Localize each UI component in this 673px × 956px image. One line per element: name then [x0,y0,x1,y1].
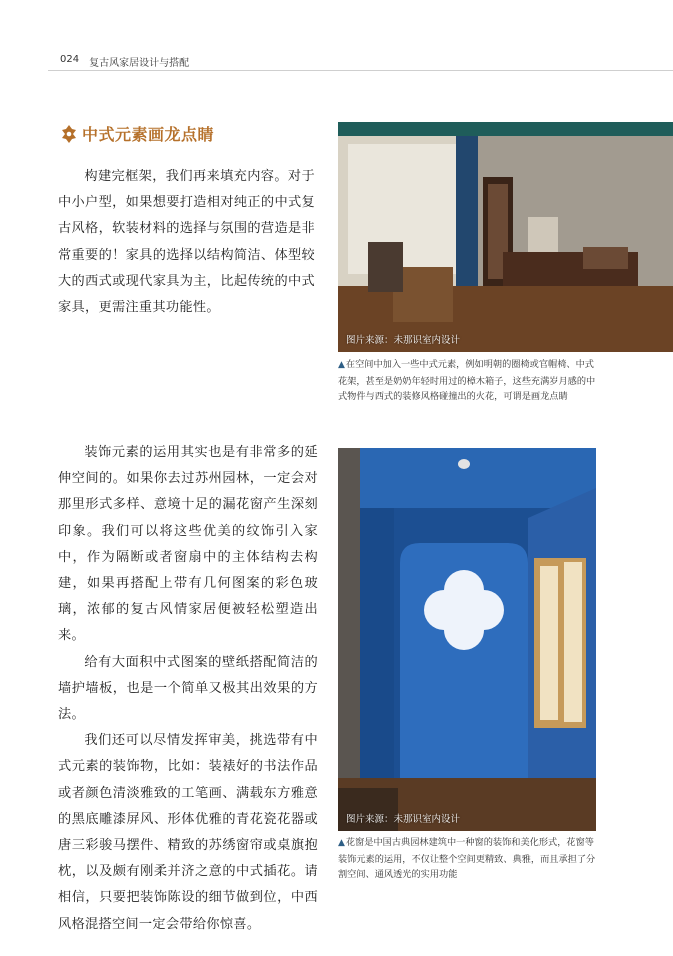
triangle-marker-icon: ▲ [338,360,345,370]
header-divider [48,70,673,71]
living-room-illustration [338,122,673,352]
paragraph-3-text: 给有大面积中式图案的壁纸搭配简洁的墙护墙板，也是一个简单又极其出效果的方法。 [58,654,318,723]
living-room-photo [338,122,673,352]
paragraph-1 [58,164,315,321]
section-title-text: 中式元素画龙点睛 [82,125,215,144]
paragraph-1-text: 构建完框架，我们再来填充内容。对于中小户型，如果想要打造相对纯正的中式复古风格，软装材料的选择与氛围的营造是非常重要的！家具的选择以结构简洁、体型较大的西式或现代家具为主，比起传统的中式家具，更需注重其功能性。 [58,169,315,316]
paragraph-2-text: 装饰元素的运用其实也是有非常多的延伸空间的。如果你去过苏州园林，一定会对那里形式多样、意境十足的漏花窗产生深刻印象。我们可以将这些优美的纹饰引入家中，作为隔断或者窗扇中的主体结构去构建，如果再搭配上带有几何图案的彩色玻璃，浓郁的复古风情家居便被轻松塑造出来。 [58,445,318,644]
blue-corridor-illustration [338,448,596,831]
top-caption-text: 在空间中加入一些中式元素，例如明朝的圈椅或官帽椅、中式花架，甚至是奶奶年轻时用过的樟木箱子，这些充满岁月感的中式物件与西式的装修风格碰撞出的火花，可谓是画龙点睛 [338,359,596,402]
paragraph-4-text: 我们还可以尽情发挥审美，挑选带有中式元素的装饰物，比如：装裱好的书法作品或者颜色清淡雅致的工笔画、满载东方雅意的黑底雕漆屏风、形体优雅的青花瓷花器或唐三彩骏马摆件、精致的苏绣窗帘或桌旗抱枕，以及颇有刚柔并济之意的中式插花。请相信，只要把装饰陈设的细节做到位，中西风格混搭空间一定会带给你惊喜。 [58,733,318,932]
page-header [60,54,189,69]
page-number: 024 [60,54,80,65]
blue-corridor-photo [338,448,596,831]
photo-credit-2: 图片来源：未那识室内设计 [346,814,461,825]
paragraph-group [58,440,318,938]
top-caption [338,357,600,405]
bottom-caption [338,835,600,883]
section-title [60,122,214,145]
ornament-icon [60,124,78,144]
bottom-caption-text: 花窗是中国古典园林建筑中一种窗的装饰和美化形式，花窗等装饰元素的运用，不仅让整个空间更精致、典雅，而且承担了分割空间、通风透光的实用功能 [338,837,596,880]
book-title: 复古风家居设计与搭配 [89,58,190,69]
photo-credit: 图片来源：未那识室内设计 [346,335,461,346]
triangle-marker-icon-2: ▲ [338,838,345,848]
